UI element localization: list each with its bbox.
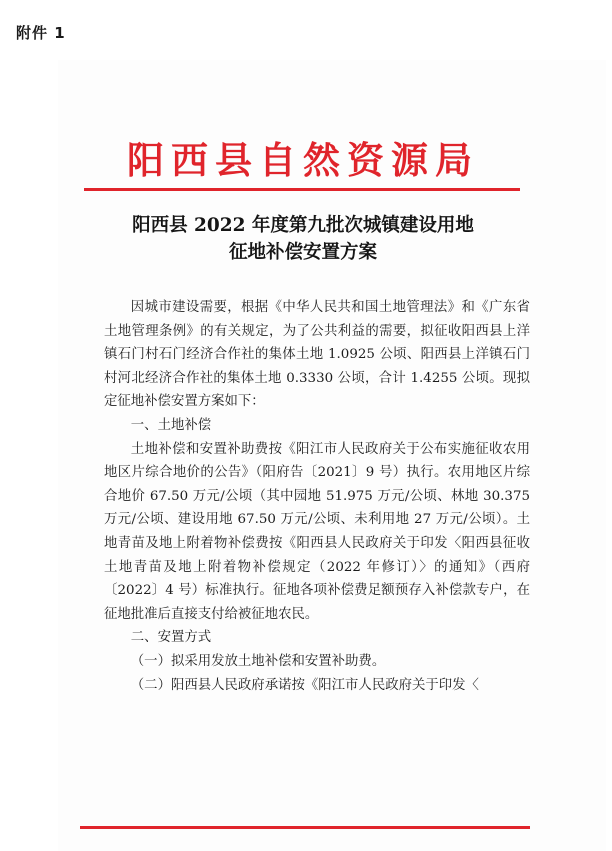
paragraph-land-compensation: 土地补偿和安置补助费按《阳江市人民政府关于公布实施征收农用地区片综合地价的公告》（阳府告〔2021〕9 号）执行。农用地区片综合地价 67.50 万元/公顷（其中园地 51.975 万元/公顷、林地 30.375 万元/公顷、建设用地 67.50 万元/公顷、未利用地 27 万元/公顷）。土地青苗及地上附着物补偿费按《阳西县人民政府关于印发〈阳西县征收土地青苗及地上附着物补偿规定（2022 年修订）〉的通知》（西府〔2022〕4 号）标准执行。征地各项补偿费足额预存入补偿款专户，在征地批准后直接支付给被征地农民。 bbox=[104, 441, 530, 622]
letterhead-organization: 阳西县自然资源局 bbox=[127, 138, 479, 182]
paragraph-resettlement-2: （二）阳西县人民政府承诺按《阳江市人民政府关于印发〈 bbox=[130, 677, 479, 693]
document-title-line-1: 阳西县 2022 年度第九批次城镇建设用地 bbox=[132, 215, 474, 236]
attachment-label: 附件 1 bbox=[16, 24, 66, 42]
document-title bbox=[80, 212, 526, 266]
paragraph-intro: 因城市建设需要，根据《中华人民共和国土地管理法》和《广东省土地管理条例》的有关规定，为了公共利益的需要，拟征收阳西县上洋镇石门村石门经济合作社的集体土地 1.0925 公顷、阳西县上洋镇石门村河北经济合作社的集体土地 0.3330 公顷，合计 1.4255 公顷。现拟定征地补偿安置方案如下： bbox=[104, 300, 530, 410]
footer-red-rule bbox=[80, 826, 530, 829]
paragraph-resettlement-1: （一）拟采用发放土地补偿和安置补助费。 bbox=[130, 653, 386, 669]
document-title-line-2: 征地补偿安置方案 bbox=[228, 242, 377, 263]
letterhead-red-rule bbox=[84, 188, 520, 191]
section-heading-resettlement: 二、安置方式 bbox=[130, 630, 212, 646]
document-body bbox=[104, 296, 530, 697]
section-heading-land-compensation: 一、土地补偿 bbox=[130, 417, 212, 433]
